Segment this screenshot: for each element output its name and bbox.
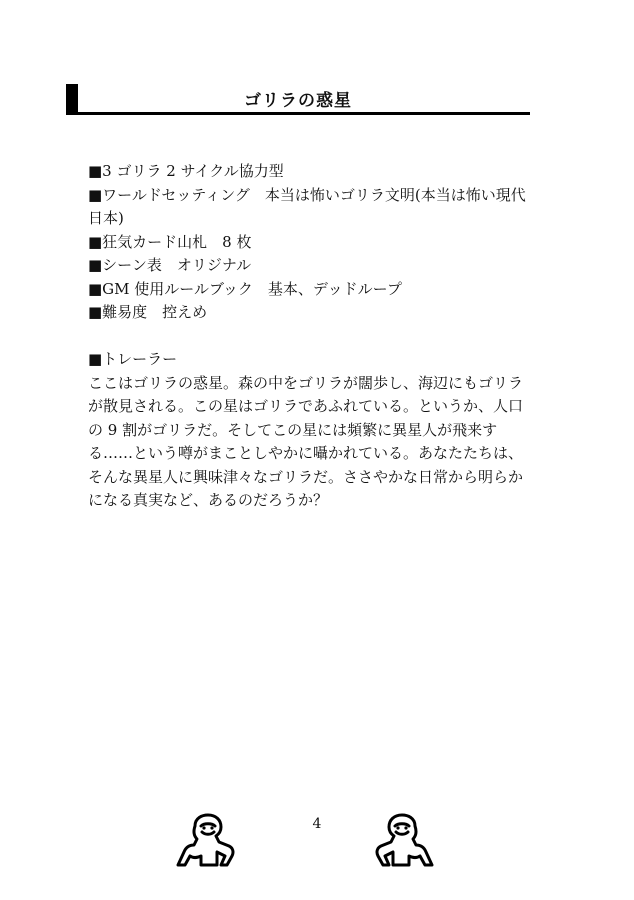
chapter-header (66, 84, 530, 116)
spec-world-setting: ■ワールドセッティング 本当は怖いゴリラ文明(本当は怖い現代日本) (88, 185, 526, 227)
spec-player-count: ■3 ゴリラ 2 サイクル協力型 (88, 162, 284, 180)
header-underline (66, 112, 530, 115)
spec-scene-table: ■シーン表 オリジナル (88, 256, 252, 274)
trailer-heading: ■トレーラー (88, 350, 178, 368)
gorilla-icon (373, 812, 435, 868)
spec-rulebook: ■GM 使用ルールブック 基本、デッドループ (88, 279, 402, 298)
chapter-title: ゴリラの惑星 (244, 91, 352, 111)
spec-madness-deck: ■狂気カード山札 8 枚 (88, 232, 252, 251)
scenario-content (88, 160, 528, 513)
spec-difficulty: ■難易度 控えめ (88, 303, 208, 321)
trailer-section (88, 348, 528, 513)
section-gap (88, 325, 528, 349)
spec-list (88, 160, 528, 325)
page-number: 4 (312, 816, 322, 832)
trailer-body: ここはゴリラの惑星。森の中をゴリラが闊歩し、海辺にもゴリラが散見される。この星はゴリラであふれている。というか、人口の 9 割がゴリラだ。そしてこの星には頻繁に異星人が飛来する……という噂がまことしやかに囁かれている。あなたたちは、そんな異星人に興味津々なゴリラだ。ささやかな日常から明らかになる真実など、あるのだろうか？ (88, 373, 524, 509)
